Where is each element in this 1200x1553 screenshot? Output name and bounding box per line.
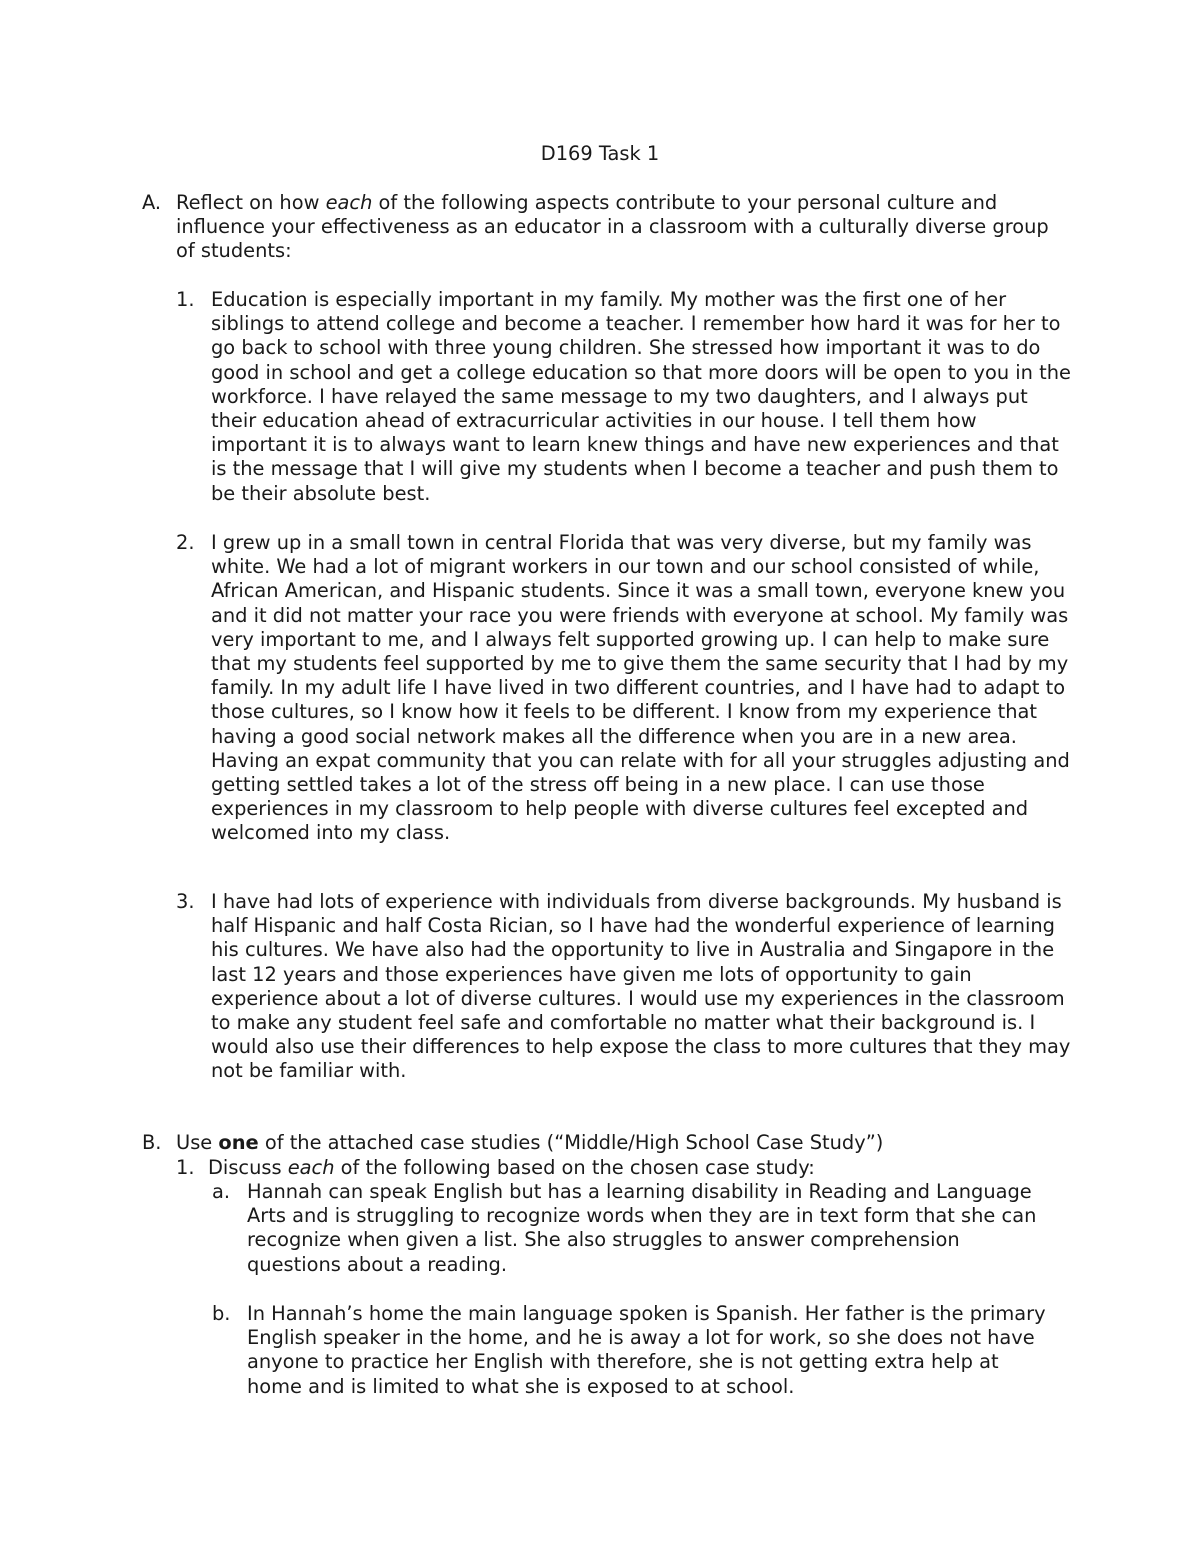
list-item-text: Education is especially important in my family. My mother was the first one of her siblings to attend college and become a teacher. I remember how hard it was for her to go back to school with three young children. She stressed how important it was to do good in school and get a college education so that more doors will be open to you in the workforce. I have relayed the same message to my two daughters, and I always put their education ahead of extracurricular activities in our house. I tell them how important it is to always want to learn knew things and have new experiences and that is the message that I will give my students when I become a teacher and push them to be their absolute best. — [211, 288, 1071, 505]
list-item — [176, 288, 1076, 506]
section-b-marker: B. — [142, 1131, 162, 1154]
sub-list-item-text: In Hannah’s home the main language spoken is Spanish. Her father is the primary English speaker in the home, and he is away a lot for work, so she does not have anyone to practice her English with therefore, she is not getting extra help at home and is limited to what she is exposed to at school. — [247, 1302, 1046, 1398]
list-item-number: 1. — [176, 288, 195, 311]
list-item-number: 1. — [176, 1156, 195, 1179]
sub-list-item — [212, 1180, 1052, 1277]
list-item — [176, 1156, 1076, 1180]
list-item-number: 2. — [176, 531, 195, 554]
section-a-marker: A. — [142, 191, 162, 214]
sub-list-item-letter: a. — [212, 1180, 231, 1203]
section-a-prompt-end: of the following aspects contribute to your personal culture and influence your effectiveness as an educator in a classroom with a culturally diverse group of students: — [176, 191, 1049, 263]
section-b-list — [176, 1156, 1076, 1180]
document-title: D169 Task 1 — [540, 142, 660, 165]
section-b-prompt-end: of the attached case studies (“Middle/High School Case Study”) — [258, 1131, 884, 1154]
sub-list-item-text: Hannah can speak English but has a learning disability in Reading and Language Arts and is struggling to recognize words when they are in text form that she can recognize when given a list. She also struggles to answer comprehension questions about a reading. — [247, 1180, 1037, 1276]
list-item-prompt-emphasis: each — [287, 1156, 335, 1179]
list-item-prompt — [208, 1156, 1076, 1180]
list-item — [176, 890, 1076, 1084]
sub-list-item — [212, 1302, 1052, 1399]
list-item-text: I have had lots of experience with individuals from diverse backgrounds. My husband is half Hispanic and half Costa Rician, so I have had the wonderful experience of learning his cultures. We have also had the opportunity to live in Australia and Singapore in the last 12 years and those experiences have given me lots of opportunity to gain experience about a lot of diverse cultures. I would use my experiences in the classroom to make any student feel safe and comfortable no matter what their background is. I would also use their differences to help expose the class to more cultures that they may not be familiar with. — [211, 890, 1071, 1083]
list-item-number: 3. — [176, 890, 195, 913]
section-b-prompt-start: Use — [176, 1131, 219, 1154]
section-a-prompt — [176, 191, 1072, 264]
section-a-prompt-start: Reflect on how — [176, 191, 326, 214]
section-b — [142, 1131, 1072, 1155]
list-item — [176, 531, 1076, 846]
list-item-prompt-end: of the following based on the chosen case study: — [334, 1156, 815, 1179]
section-b-prompt — [176, 1131, 1072, 1155]
list-item-text: I grew up in a small town in central Florida that was very diverse, but my family was white. We had a lot of migrant workers in our town and our school consisted of while, African American, and Hispanic students. Since it was a small town, everyone knew you and it did not matter your race you were friends with everyone at school. My family was very important to me, and I always felt supported growing up. I can help to make sure that my students feel supported by me to give them the same security that I had by my family. In my adult life I have lived in two different countries, and I have had to adapt to those cultures, so I know how it feels to be different. I know from my experience that having a good social network makes all the difference when you are in a new area. Having an expat community that you can relate with for all your struggles adjusting and getting settled takes a lot of the stress off being in a new place. I can use those experiences in my classroom to help people with diverse cultures feel excepted and welcomed into my class. — [211, 531, 1070, 845]
section-a — [142, 191, 1072, 264]
section-a-prompt-emphasis: each — [325, 191, 373, 214]
list-item-prompt-start: Discuss — [208, 1156, 288, 1179]
section-b-prompt-bold: one — [218, 1131, 259, 1154]
sub-list-item-letter: b. — [212, 1302, 231, 1325]
